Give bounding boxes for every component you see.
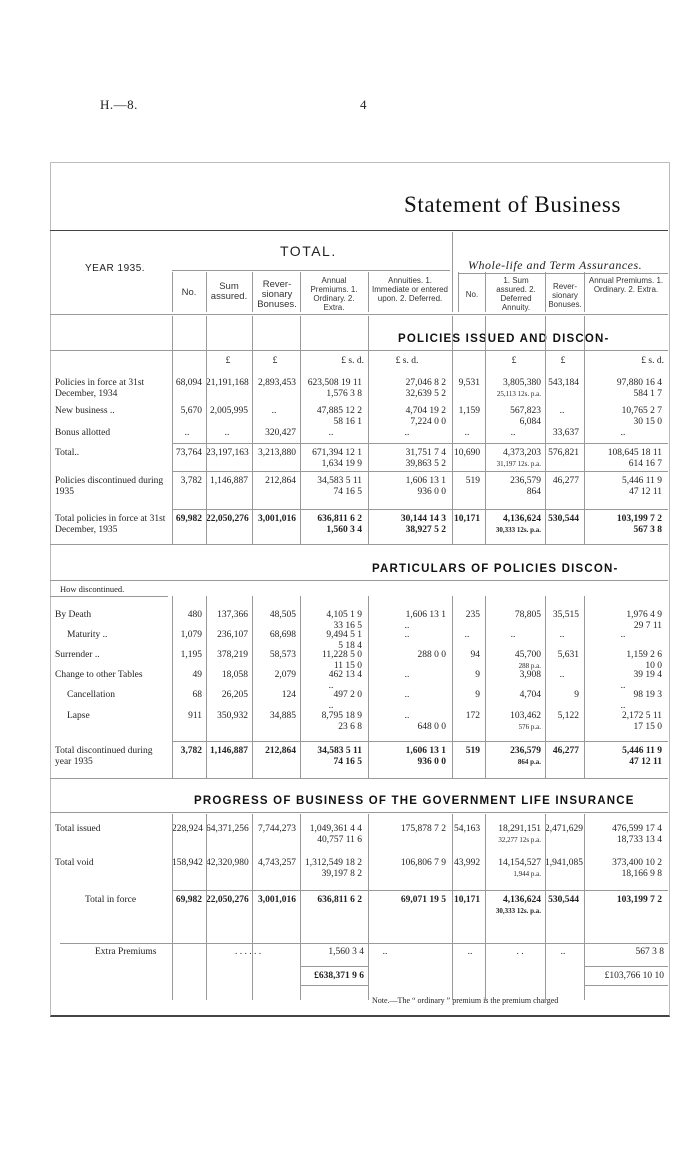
section2_rows-cell-c7: .. [510,630,516,640]
col-divider [252,272,253,312]
section1_rows-cell-c5: 4,704 19 2 [405,406,446,416]
section1_rows-cell-c1: 73,764 [175,448,202,458]
section1_rows-cell-c2: 21,191,168 [206,378,249,388]
section3_rows-cell-c3: 4,743,257 [258,858,296,868]
section2_rows-cell-c1: 480 [187,610,202,620]
page-title: Statement of Business [404,192,622,217]
section1_rows-cell-c4: 34,583 5 11 [317,476,362,486]
section3_rows-row-label: Total in force [85,895,137,905]
section1_rows-cell-c2: 2,005,995 [210,406,248,416]
section2_rows-cell-c9: 98 19 3 [633,690,662,700]
column-line [300,316,301,544]
section2_rows-cell-c3: 68,698 [269,630,296,640]
section1_rows-cell-c7b: 25,113 12s. p.a. [496,390,541,398]
section1_rows-cell-c4: .. [328,428,334,438]
section1_rows-cell-c4: 47,885 12 2 [316,406,362,416]
section1_rows-cell-c6: .. [464,428,470,438]
section1_rows-cell-c4b: 1,634 19 9 [321,459,362,469]
section2_rows-cell-c2: 26,205 [221,690,248,700]
column-line [368,316,369,544]
section3_rows-cell-c3: 3,001,016 [258,895,296,905]
header-rule [50,314,668,315]
extra-premiums-label: Extra Premiums [95,947,157,957]
section3_rows-cell-c7: 4,136,624 [503,895,541,905]
section1_rows-cell-c7b: 864 [526,487,541,497]
section1_rows-cell-c3: 3,001,016 [258,514,296,524]
section3_rows-cell-c8: 2,471,629 [545,824,583,834]
section1_rows-cell-c6: 10,690 [454,448,481,458]
section1_rows-cell-c3: 320,427 [265,428,296,438]
section2_rows-cell-c3: 124 [281,690,296,700]
section1_rows-cell-c4b: 58 16 1 [333,417,362,427]
section1_rows-cell-c7: 4,136,624 [503,514,541,524]
extra-c4: 1,560 3 4 [328,947,364,957]
section1_rows-cell-c3: 3,213,880 [258,448,296,458]
section2_rows-cell-c3: 2,079 [274,670,296,680]
section2_rows-cell-c7b: 864 p.a. [517,758,541,766]
section2_rows-cell-c1: 49 [192,670,202,680]
column-line [545,814,546,1000]
whole-underline [458,273,668,274]
section3_rows-cell-c1: 158,942 [172,858,203,868]
section1_rows-cell-c7b: 6,084 [519,417,541,427]
section2_rows-cell-c1: 1,195 [180,650,202,660]
section1_rows-row-label: Bonus allotted [55,428,111,438]
section2_rows-cell-c9: 1,976 4 9 [626,610,662,620]
section1_rows-cell-c4b: 1,560 3 4 [326,525,362,535]
section2_rows-cell-c5: .. [404,630,410,640]
section2_rows-cell-c7: 4,704 [519,690,541,700]
section1_rows-cell-c7: 236,579 [510,476,541,486]
col-annual-premiums: Annual Premiums. 1. Ordinary. 2. Extra. [310,276,358,312]
section1_rows-cell-c5: 1,606 13 1 [405,476,446,486]
section1_rows-cell-c4b: 1,576 3 8 [326,389,362,399]
grand-total-wl-premiums: £103,766 10 10 [604,971,664,981]
section3_rows-cell-c5: 69,071 19 5 [400,895,446,905]
section2_rows-cell-c4b: 33 16 5 [333,621,362,631]
section2_rows-cell-c6: 9 [475,670,480,680]
section2_rows-cell-c9: 5,446 11 9 [622,746,662,756]
section1_rows-cell-c1: 5,670 [180,406,202,416]
section2_rows-row-label: By Death [55,610,92,620]
column-line [206,596,207,778]
column-line [545,596,546,778]
section2_rows-cell-c1: 1,079 [180,630,202,640]
section2_rows-cell-c9b: 17 15 0 [633,722,662,732]
row-rule [60,943,668,944]
column-line [452,316,453,544]
extra-c5: .. [382,947,388,957]
section1_rows-cell-c6: 9,531 [458,378,480,388]
column-line [368,596,369,778]
section2_rows-cell-c5: .. [404,690,410,700]
section1_rows-cell-c9: 5,446 11 9 [621,476,662,486]
section1_rows-cell-c7: 4,373,203 [503,448,541,458]
column-line [545,316,546,544]
section1_rows-cell-c8: 543,184 [548,378,579,388]
section2_rows-cell-c5: 288 0 0 [417,650,446,660]
section1_rows-cell-c6: 1,159 [458,406,480,416]
section1_rows-cell-c9b: 567 3 8 [633,525,662,535]
section2_rows-cell-c2: 137,366 [217,610,248,620]
grand-total-rule [300,966,368,967]
unit-pound: £ [560,356,566,366]
section1_rows-cell-c7: 567,823 [510,406,541,416]
section2_rows-cell-c1: 3,782 [180,746,202,756]
col-divider [485,272,486,312]
section3_rows-row-label: Total issued [55,824,101,834]
section1_rows-cell-c7b: 31,197 12s. p.a. [496,460,541,468]
section2_rows-cell-c8: 46,277 [552,746,579,756]
col-divider [300,272,301,312]
col-annuities: Annuities. 1. Immediate or entered upon. 2. Deferred. [371,276,449,303]
section2_rows-cell-c9b: 47 12 11 [629,757,662,767]
section2_rows-cell-c3: 212,864 [265,746,296,756]
section2_rows-cell-c4b: 5 18 4 [338,641,362,651]
section3_rows-row-label: Total void [55,858,94,868]
section3_rows-cell-c4: 1,049,361 4 4 [309,824,362,834]
row-rule [172,890,668,891]
section1_rows-cell-c9b: 30 15 0 [633,417,662,427]
section2_rows-cell-c4: 11,228 5 0 [321,650,362,660]
section2_rows-cell-c8: 5,631 [557,650,579,660]
section1_rows-cell-c3: 2,893,453 [258,378,296,388]
section1_rows-cell-c9: 10,765 2 7 [621,406,662,416]
total-heading: TOTAL. [280,243,337,259]
section2_rows-cell-c4: 34,583 5 11 [317,746,362,756]
year-label: YEAR 1935. [85,263,146,274]
section2_rows-cell-c7: 78,805 [514,610,541,620]
column-line [485,596,486,778]
section2_rows-cell-c1: 911 [188,711,202,721]
footnote: Note.—The “ ordinary ” premium is the premium charged [372,996,559,1005]
row-rule [172,509,668,510]
section2_rows-row-label: Lapse [67,711,90,721]
column-line [584,316,585,544]
column-line [252,596,253,778]
section1_rows-cell-c5b: 38,927 5 2 [405,525,446,535]
section1_rows-cell-c2: 22,050,276 [206,514,249,524]
section1_rows-cell-c7b: 30,333 12s. p.a. [495,526,541,534]
section1_rows-cell-c6: 519 [465,476,480,486]
section3_rows-cell-c9: 476,599 17 4 [612,824,662,834]
section3_rows-cell-c6: 10,171 [454,895,481,905]
section2_rows-cell-c7: 103,462 [510,711,541,721]
column-line [300,596,301,778]
col-divider [206,272,207,312]
section2_rows-cell-c9: 39 19 4 [633,670,662,680]
section2_rows-cell-c5: 1,606 13 1 [405,610,446,620]
section3_rows-cell-c1: 69,982 [175,895,202,905]
grand-total-rule [584,966,668,967]
section1_rows-cell-c9: 97,880 16 4 [616,378,662,388]
unit-pound-sd: £ s. d. [341,356,364,366]
section1_rows-cell-c7: .. [510,428,516,438]
section2_rows-row-label: Surrender .. [55,650,100,660]
section3_rows-cell-c2: 42,320,980 [206,858,249,868]
section2_rows-cell-c2: 236,107 [217,630,248,640]
section-particulars-heading: PARTICULARS OF POLICIES DISCON- [372,563,619,575]
column-line [252,316,253,544]
col-divider [584,272,585,312]
grand-total-rule [584,985,668,986]
page-number: 4 [360,97,367,112]
whole-life-heading: Whole-life and Term Assurances. [468,258,643,272]
section3_rows-cell-c8: 530,544 [548,895,579,905]
section2_rows-row-label: Cancellation [67,690,116,700]
section-rule [50,544,668,545]
section3_rows-cell-c4: 636,811 6 2 [317,895,362,905]
section2_rows-cell-c7b: 576 p.a. [518,723,541,731]
section3_rows-cell-c8: 1,941,085 [545,858,583,868]
unit-pound: £ [511,356,517,366]
extra-c8: .. [560,947,566,957]
col-no: No. [181,287,197,298]
label-rule [50,596,168,597]
section3_rows-cell-c4b: 40,757 11 6 [317,835,362,845]
section2_rows-cell-c8: .. [559,630,565,640]
section1_rows-cell-c8: .. [559,406,565,416]
section3_rows-cell-c7: 18,291,151 [498,824,541,834]
section2_rows-cell-c9b: 29 7 11 [633,621,662,631]
section3_rows-cell-c1: 228,924 [172,824,203,834]
section2_rows-row-label: Maturity .. [67,630,108,640]
section2_rows-cell-c4: 462 13 4 [328,670,362,680]
section3_rows-cell-c6: 54,163 [454,824,481,834]
section2_rows-cell-c5: .. [404,670,410,680]
row-rule [172,471,668,472]
section1_rows-cell-c9: 103,199 7 2 [616,514,662,524]
section2_rows-cell-c9: 2,172 5 11 [621,711,662,721]
section2_rows-cell-c7: 45,700 [514,650,541,660]
section-issued-heading: POLICIES ISSUED AND DISCON- [398,333,610,345]
section1_rows-cell-c3: 212,864 [265,476,296,486]
section3_rows-cell-c2: 64,371,256 [206,824,249,834]
section-rule [50,812,668,813]
column-line [172,596,173,778]
section1_rows-cell-c2: .. [224,428,230,438]
col-wl-no: No. [465,290,479,299]
section3_rows-cell-c9: 103,199 7 2 [616,895,662,905]
section1_rows-cell-c5: .. [404,428,410,438]
section2_rows-cell-c3: 48,505 [269,610,296,620]
section2_rows-cell-c8: 35,515 [552,610,579,620]
section2_rows-cell-c4: 497 2 0 [333,690,362,700]
section1_rows-row-label: New business .. [55,406,115,416]
extra-c6: .. [467,947,473,957]
section1_rows-cell-c9: 108,645 18 11 [607,448,662,458]
section1_rows-row-label: Total.. [55,448,80,458]
section-rule [50,580,668,581]
column-line [584,814,585,1000]
section3_rows-cell-c7b: 32,277 12s p.a. [498,836,541,844]
section1_rows-cell-c3: .. [271,406,277,416]
section1_rows-cell-c5b: 936 0 0 [417,487,446,497]
section2_rows-cell-c4b: 11 15 0 [333,661,362,671]
section2_rows-cell-c4: 8,795 18 9 [321,711,362,721]
section2_rows-cell-c4b: .. [328,701,334,711]
section1_rows-cell-c5b: 39,863 5 2 [405,459,446,469]
section1_rows-cell-c1: 3,782 [180,476,202,486]
section1_rows-cell-c9: .. [620,428,626,438]
column-line [300,814,301,1000]
section2_rows-cell-c9: 1,159 2 6 [626,650,662,660]
section2_rows-cell-c6: 94 [470,650,480,660]
section2_rows-cell-c4b: 74 16 5 [333,757,362,767]
column-line [206,814,207,1000]
column-line [485,814,486,1000]
section2_rows-cell-c3: 34,885 [269,711,296,721]
column-line [172,316,173,544]
column-line [172,814,173,1000]
section-progress-heading: PROGRESS OF BUSINESS OF THE GOVERNMENT LIFE INSURANCE [194,795,635,807]
unit-pound: £ [225,356,231,366]
section1_rows-cell-c9b: 614 16 7 [628,459,662,469]
unit-pound-sd: £ s. d. [395,356,419,366]
section1_rows-cell-c8: 33,637 [552,428,579,438]
section3_rows-cell-c9b: 18,166 9 8 [621,869,662,879]
section2_rows-cell-c5: 1,606 13 1 [405,746,446,756]
section3_rows-cell-c3: 7,744,273 [258,824,296,834]
section2_rows-cell-c5: .. [404,711,410,721]
section2_rows-cell-c8: 5,122 [557,711,579,721]
column-line [368,814,369,1000]
section1_rows-row-label: Policies in force at 31st December, 1934 [55,378,145,399]
column-line [206,316,207,544]
extra-c9: 567 3 8 [635,947,664,957]
column-line [485,316,486,544]
col-divider [368,272,369,312]
section3_rows-cell-c2: 22,050,276 [206,895,249,905]
section3_rows-cell-c4: 1,312,549 18 2 [305,858,362,868]
section1_rows-cell-c6: 10,171 [454,514,481,524]
title-rule [50,230,668,231]
section2_rows-cell-c2: 1,146,887 [210,746,248,756]
section2_rows-cell-c3: 58,573 [269,650,296,660]
section2_rows-cell-c6: 519 [465,746,480,756]
col-wl-rev: Rever-sionary Bonuses. [548,282,582,309]
section2_rows-cell-c2: 18,058 [221,670,248,680]
column-line [252,814,253,1000]
section2_rows-cell-c9b: .. [620,701,626,711]
section2_rows-cell-c9: .. [620,630,626,640]
section1_rows-cell-c5: 27,046 8 2 [405,378,446,388]
section2_rows-cell-c7b: 288 p.a. [518,662,541,670]
section1_rows-cell-c5b: 7,224 0 0 [410,417,446,427]
section2_rows-cell-c4: 4,105 1 9 [326,610,362,620]
section1_rows-cell-c7: 3,805,380 [503,378,541,388]
section1_rows-cell-c1: .. [184,428,190,438]
column-line [452,814,453,1000]
section2_rows-row-label: Change to other Tables [55,670,143,680]
section1_rows-cell-c1: 69,982 [175,514,202,524]
section3_rows-cell-c7b: 30,333 12s. p.a. [495,907,541,915]
total-underline [172,270,450,271]
section2_rows-cell-c7: 3,908 [519,670,541,680]
col-reversionary: Rever-sionary Bonuses. [257,279,297,310]
section3_rows-cell-c7b: 1,944 p.a. [513,870,541,878]
section2_rows-cell-c4: 9,494 5 1 [326,630,362,640]
section2_rows-cell-c1: 68 [192,690,202,700]
extra-dots: . . . . . . [234,947,262,957]
section3_rows-cell-c9b: 18,733 13 4 [616,835,662,845]
section2_rows-cell-c9b: 10 0 [645,661,662,671]
section1_rows-cell-c8: 576,821 [548,448,579,458]
section2_rows-cell-c4b: .. [328,681,334,691]
section2_rows-cell-c2: 378,219 [217,650,248,660]
section3_rows-cell-c5: 175,878 7 2 [400,824,446,834]
column-line [452,596,453,778]
section1_rows-cell-c8: 530,544 [548,514,579,524]
extra-c7: . . [516,947,524,957]
section3_rows-cell-c4b: 39,197 8 2 [321,869,362,879]
section1_rows-cell-c5: 30,144 14 3 [400,514,446,524]
section1_rows-row-label: Total policies in force at 31st December, 1935 [55,514,166,535]
section3_rows-cell-c9: 373,400 10 2 [612,858,662,868]
section2_rows-cell-c6: .. [464,630,470,640]
section1_rows-row-label: Policies discontinued during 1935 [55,476,164,497]
section1_rows-cell-c4: 671,394 12 1 [312,448,362,458]
section2_rows-cell-c5b: .. [404,621,410,631]
row-rule [172,741,668,742]
section2_rows-cell-c2: 350,932 [217,711,248,721]
section1_rows-cell-c4: 623,508 19 11 [307,378,362,388]
section2_rows-cell-c6: 172 [465,711,480,721]
col-wl-sum: 1. Sum assured. 2. Deferred Annuity. [496,276,536,312]
grand-total-premiums: £638,371 9 6 [314,971,364,981]
col-divider [452,232,453,312]
section1_rows-cell-c5: 31,751 7 4 [405,448,446,458]
how-discontinued-label: How discontinued. [60,584,125,594]
section2_rows-row-label: Total discontinued during year 1935 [55,746,153,767]
section1_rows-cell-c9b: 584 1 7 [633,389,662,399]
section3_rows-cell-c5: 106,806 7 9 [400,858,446,868]
row-rule [172,443,668,444]
section1_rows-cell-c4: 636,811 6 2 [317,514,362,524]
section1_rows-cell-c9b: 47 12 11 [629,487,662,497]
section-rule [50,350,668,351]
section1_rows-cell-c2: 1,146,887 [210,476,248,486]
section3_rows-cell-c6: 43,992 [454,858,481,868]
section2_rows-cell-c6: 235 [465,610,480,620]
section2_rows-cell-c8: 9 [574,690,579,700]
section1_rows-cell-c4b: 74 16 5 [333,487,362,497]
section2_rows-cell-c4b: 23 6 8 [338,722,362,732]
section2_rows-cell-c9b: .. [620,681,626,691]
section1_rows-cell-c1: 68,094 [175,378,202,388]
section2_rows-cell-c6: 9 [475,690,480,700]
section2_rows-cell-c8: .. [559,670,565,680]
section2_rows-cell-c7: 236,579 [510,746,541,756]
column-line [584,596,585,778]
col-sum-assured: Sum assured. [210,281,248,302]
section1_rows-cell-c2: 23,197,163 [206,448,249,458]
section1_rows-cell-c8: 46,277 [552,476,579,486]
page-ref: H.—8. [100,97,138,112]
grand-total-rule [300,985,368,986]
section2_rows-cell-c5b: 936 0 0 [417,757,446,767]
unit-pound-sd: £ s. d. [641,356,664,366]
unit-pound: £ [272,356,278,366]
section3_rows-cell-c7: 14,154,527 [498,858,541,868]
section-rule [50,778,668,779]
section2_rows-cell-c5b: 648 0 0 [417,722,446,732]
section1_rows-cell-c5b: 32,639 5 2 [405,389,446,399]
col-wl-prem: Annual Premiums. 1. Ordinary. 2. Extra. [588,276,664,294]
